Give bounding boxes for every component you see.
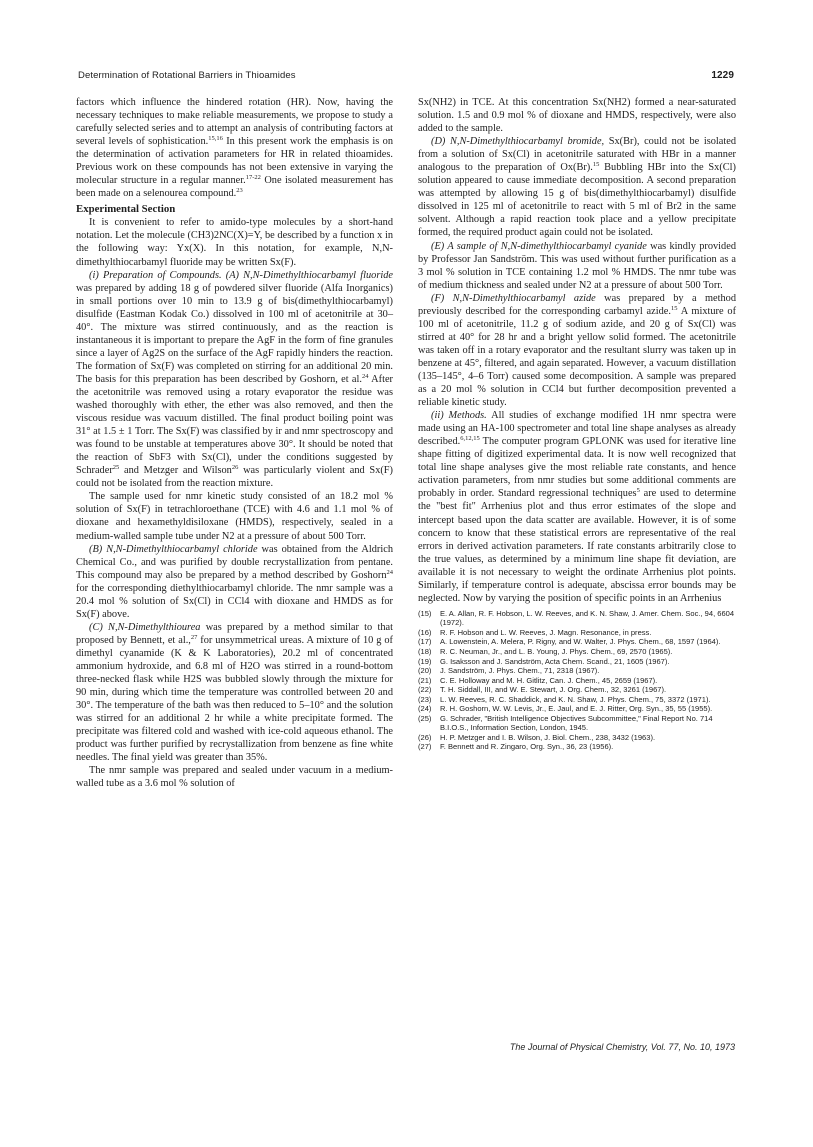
reference-item [418, 628, 736, 638]
reference-number: (21) [418, 675, 432, 685]
references-list [418, 609, 736, 752]
reference-text: T. H. Siddall, III, and W. E. Stewart, J. Org. Chem., 32, 3261 (1967). [440, 685, 667, 695]
reference-number: (17) [418, 637, 432, 647]
page-number: 1229 [711, 70, 734, 81]
reference-number: (24) [418, 704, 432, 714]
notation-paragraph: It is convenient to refer to amido-type molecules by a short-hand notation. Let the molecule (CH3)2NC(X)=Y, be described by a function x in the following way: Yx(X). In this notation, for example, N,N-dimethylthiocarbamyl fluoride may be written Sx(F). [76, 217, 393, 268]
reference-number: (16) [418, 627, 432, 637]
reference-item [418, 657, 736, 667]
reference-text: R. H. Goshorn, W. W. Levis, Jr., E. Jaul, and E. J. Ritter, Org. Syn., 35, 55 (1955). [440, 704, 713, 714]
reference-item [418, 695, 736, 705]
reference-item [418, 714, 736, 733]
continued-paragraph: Sx(NH2) in TCE. At this concentration Sx(NH2) formed a near-saturated solution. 1.5 and 0.9 mol % of dioxane and HMDS, respectively, were also added to the sample. [418, 97, 736, 135]
reference-item [418, 733, 736, 743]
reference-number: (25) [418, 713, 432, 723]
methods-paragraph: (ii) Methods. All studies of exchange modified 1H nmr spectra were made using an HA-100 spectrometer and total line shape analyses as already described.$^{6,12,15}$ The computer program GPLONK was used for iterative line shape fitting of digitized experimental data. It is now well recognized that total line shape analyses give the most reliable rate constants, and hence activation parameters, from nmr studies but some additional comments are probably in order. Standard regressional techniques$^5$ are used to determine the "best fit" Arrhenius plot and thus error estimates of the slope and intercept based upon the data scatter are available. However, it is of some concern to know that these statistical errors are representative of the real errors in derived activation parameters. If rate constants arbitrarily close to the true values, as determined by a minimum line shape fit deviation, are available it is not necessary to weight the ordinate Arrhenius plot points. Similarly, if temperature control is adequate, abscissa error bounds may be neglected. Now by varying the position of specific points in an Arrhenius [418, 410, 737, 604]
prep-fluoride-paragraph: (i) Preparation of Compounds. (A) N,N-Dimethylthiocarbamyl fluoride was prepared by adding 18 g of powdered silver fluoride (Alfa Inorganics) in small portions over 10 min to 13.9 g of bis(dimethylthiocarbamyl) disulfide (Eastman Kodak Co.) dissolved in 100 ml of acetonitrile at 30–40°. The mixture was stirred continuously, and as the reaction is instantaneous it is important to prepare the AgF in the form of fine granules since a layer of Ag2S on the surface of the AgF rapidly hinders the reaction. The formation of Sx(F) was completed on stirring for an additional 20 min. The basis for this preparation has been described by Goshorn, et al.$^{24}$ After the acetonitrile was removed using a rotary evaporator the residue was washed thoroughly with ether, the ether was also removed, and then the viscous residue was vacuum distilled. The final product boiling point was 31° at 1.5 ± 1 Torr. The Sx(F) was classified by ir and nmr spectroscopy and was found to be unstable at temperatures above 30°. It should be noted that the reaction of SbF3 with Sx(Cl), under the conditions suggested by Schrader$^{25}$ and Metzger and Wilson$^{26}$ was particularly violent and Sx(F) could not be isolated from the reaction mixture. [76, 269, 394, 490]
reference-number: (22) [418, 685, 432, 695]
reference-text: E. A. Allan, R. F. Hobson, L. W. Reeves, and K. N. Shaw, J. Amer. Chem. Soc., 94, 6604 (1972). [440, 608, 735, 628]
running-title: Determination of Rotational Barriers in Thioamides [78, 70, 296, 81]
journal-footer: The Journal of Physical Chemistry, Vol. 77, No. 10, 1973 [509, 1042, 735, 1052]
reference-number: (18) [418, 647, 432, 657]
reference-text: L. W. Reeves, R. C. Shaddick, and K. N. Shaw, J. Phys. Chem., 75, 3372 (1971). [440, 694, 711, 704]
reference-number: (23) [418, 694, 432, 704]
reference-text: F. Bennett and R. Zingaro, Org. Syn., 36, 23 (1956). [440, 742, 614, 752]
reference-item [418, 637, 736, 647]
reference-number: (26) [418, 732, 432, 742]
intro-paragraph: factors which influence the hindered rotation (HR). Now, having the necessary techniques to make reliable measurements, we propose to study a carefully selected series and to attempt an analysis of contributing factors at several levels of sophistication.$^{15,16}$ In this present work the emphasis is on the determination of activation parameters for HR in related thioamides. Previous work on these compounds has not been extensive in varying the molecular structure in a regular manner.$^{17-22}$ One isolated measurement has been made on a selenourea compound.$^{23}$ [76, 97, 393, 200]
reference-item [418, 704, 736, 714]
reference-text: G. Schrader, "British Intelligence Objectives Subcommittee," Final Report No. 714 B.I.O.S., Information Section, London, 1945. [440, 713, 713, 733]
prep-thiourea-paragraph: (C) N,N-Dimethylthiourea was prepared by a method similar to that proposed by Bennett, et al.,$^{27}$ for unsymmetrical ureas. A mixture of 10 g of dimethyl cyanamide (K & K Laboratories), 20.2 ml of concentrated ammonium hydroxide, and 6.8 ml of H2O was stirred in a round-bottom three-necked flask while H2S was bubbled slowly through the mixture for 90 min, during which time the temperature was controlled between 20 and 30°. The temperature of the bath was then reduced to 5–10° and the solution was stirred for an additional 2 hr while a white precipitate formed. The precipitate was filtered cold and washed with ice-cold aqueous ethanol. The product was further purified by recrystallization from benzene as fine white needles. The final yield was greater than 35%. [76, 621, 393, 764]
section-heading: Experimental Section [76, 203, 176, 216]
reference-number: (27) [418, 742, 432, 752]
reference-item [418, 742, 736, 752]
reference-number: (20) [418, 666, 432, 676]
prep-azide-paragraph: (F) N,N-Dimethylthiocarbamyl azide was prepared by a method previously described for the corresponding carbamyl azide.$^{15}$ A mixture of 100 ml of acetonitrile, 11.2 g of sodium azide, and 20 g of Sx(Cl) was stirred at 40° for 28 hr and a bright yellow solid formed. The acetonitrile was taken off in a rotary evaporator and the resultant slurry was taken up in benzene at 45°, filtered, and again separated. However, a vacuum distillation (135–145°, 4–6 Torr) caused some decomposition. A sample was prepared as a 20 mol % solution in CCl4 but further decomposition prevented a reliable kinetic study. [418, 292, 737, 409]
right-column [418, 96, 736, 752]
reference-text: R. C. Neuman, Jr., and L. B. Young, J. Phys. Chem., 69, 2570 (1965). [440, 647, 673, 657]
reference-item [418, 685, 736, 695]
reference-number: (15) [418, 608, 432, 618]
nmr-sample-paragraph: The sample used for nmr kinetic study consisted of an 18.2 mol % solution of Sx(F) in tetrachloroethane (TCE) with 4.6 and 1.1 mol % of dioxane and hexamethyldisiloxane (HMDS), respectively, sealed in a medium-walled sample tube under N2 at a pressure of about 500 Torr. [76, 491, 393, 542]
cyanide-paragraph: (E) A sample of N,N-dimethylthiocarbamyl cyanide was kindly provided by Professor Jan Sandström. This was used without further purification as a 3 mol % solution in TCE containing 1.2 mol % HMDS. The nmr tube was of medium thickness and sealed under N2 at a pressure of about 500 Torr. [418, 240, 736, 291]
nmr-thiourea-paragraph: The nmr sample was prepared and sealed under vacuum in a medium-walled tube as a 3.6 mol % solution of [76, 765, 393, 790]
reference-item [418, 647, 736, 657]
reference-text: C. E. Holloway and M. H. Gitlitz, Can. J. Chem., 45, 2659 (1967). [440, 675, 658, 685]
reference-text: R. F. Hobson and L. W. Reeves, J. Magn. Resonance, in press. [440, 627, 652, 637]
left-column [76, 96, 393, 790]
reference-text: G. Isaksson and J. Sandström, Acta Chem. Scand., 21, 1605 (1967). [440, 656, 670, 666]
prep-bromide-paragraph: (D) N,N-Dimethylthiocarbamyl bromide, Sx(Br), could not be isolated from a solution of Sx(Cl) in acetonitrile saturated with HBr in a manner analogous to the preparation of Ox(Br).$^{15}$ Bubbling HBr into the Sx(Cl) solution appeared to cause immediate decomposition. A second preparation was attempted by allowing 15 g of bis(dimethylthiocarbamyl) disulfide dissolved in 125 ml of acetonitrile to react with 5 ml of Br2 in the same solvent. Although a rapid reaction took place and a yellow precipitate formed, the required product again could not be isolated. [418, 136, 736, 239]
reference-item [418, 676, 736, 686]
prep-chloride-paragraph: (B) N,N-Dimethylthiocarbamyl chloride was obtained from the Aldrich Chemical Co., and was purified by double recrystallization from pentane. This compound may also be prepared by a method described by Goshorn$^{24}$ for the corresponding diethylthiocarbamyl chloride. The nmr sample was a 20.4 mol % solution of Sx(Cl) in CCl4 with dioxane and HMDS as for Sx(F) above. [76, 543, 393, 620]
reference-number: (19) [418, 656, 432, 666]
reference-text: H. P. Metzger and I. B. Wilson, J. Biol. Chem., 238, 3432 (1963). [440, 732, 656, 742]
reference-text: J. Sandström, J. Phys. Chem., 71, 2318 (1967). [440, 666, 600, 676]
reference-item [418, 666, 736, 676]
reference-text: A. Lowenstein, A. Melera, P. Rigny, and W. Walter, J. Phys. Chem., 68, 1597 (1964). [440, 637, 721, 647]
reference-item [418, 609, 736, 628]
